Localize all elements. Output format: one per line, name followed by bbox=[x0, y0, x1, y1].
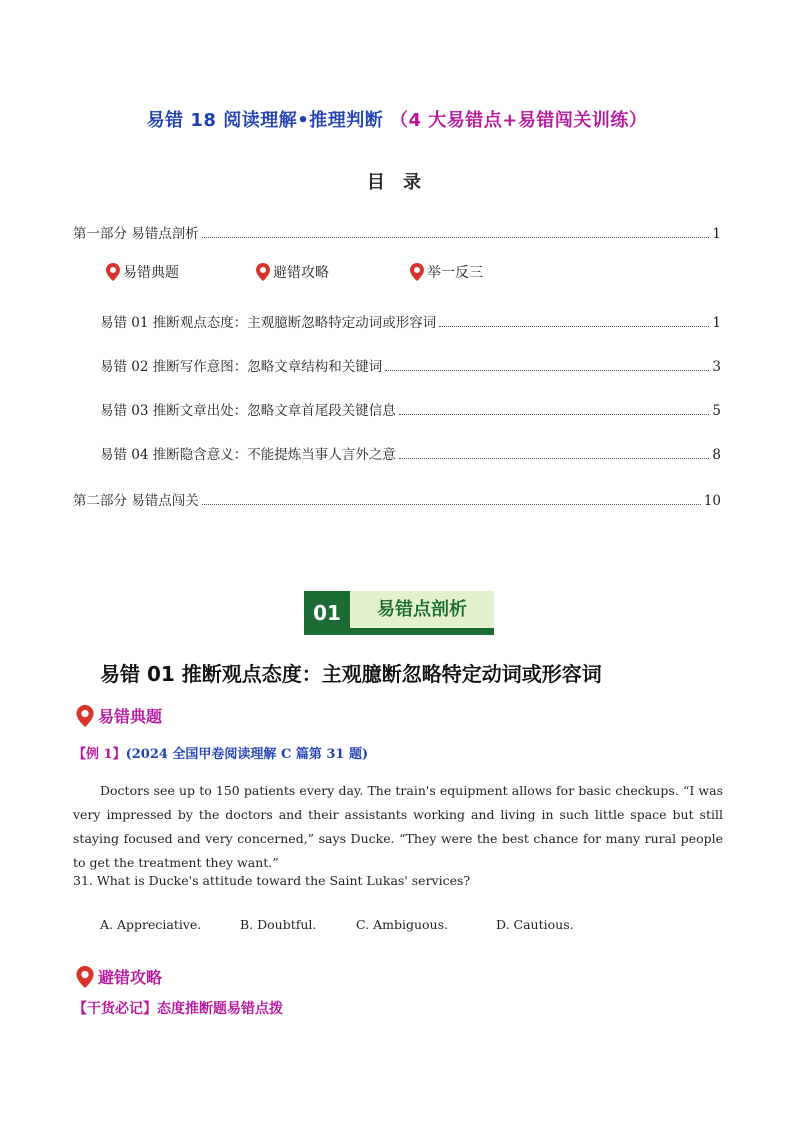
toc-entry-item-3[interactable] bbox=[100, 399, 721, 419]
toc-entry-item-2[interactable] bbox=[100, 355, 721, 375]
toc-pin-item[interactable] bbox=[106, 262, 179, 282]
title-sub: （4 大易错点+易错闯关训练） bbox=[390, 110, 648, 131]
toc-entry-label: 易错 03 推断文章出处：忽略文章首尾段关键信息 bbox=[100, 403, 396, 419]
toc-entry-part1[interactable] bbox=[73, 222, 721, 242]
section-title: 易错 01 推断观点态度：主观臆断忽略特定动词或形容词 bbox=[100, 662, 602, 686]
location-pin-icon bbox=[76, 705, 94, 727]
pin-label: 避错攻略 bbox=[273, 265, 329, 281]
toc-leader-dots bbox=[202, 503, 701, 505]
toc-pin-item[interactable] bbox=[256, 262, 329, 282]
banner-number: 01 bbox=[304, 591, 350, 635]
toc-page-number: 3 bbox=[712, 359, 721, 375]
toc-leader-dots bbox=[202, 236, 710, 238]
option-b[interactable]: B. Doubtful. bbox=[240, 917, 317, 932]
location-pin-icon bbox=[410, 263, 424, 281]
tip-line bbox=[73, 998, 283, 1018]
pin-label: 易错典题 bbox=[123, 265, 179, 281]
toc-page-number: 1 bbox=[712, 315, 721, 331]
tip-text: 态度推断题易错点拨 bbox=[157, 1001, 283, 1017]
toc-entry-label: 第一部分 易错点剖析 bbox=[73, 226, 199, 242]
option-c[interactable]: C. Ambiguous. bbox=[356, 917, 448, 932]
toc-entry-label: 易错 02 推断写作意图：忽略文章结构和关键词 bbox=[100, 359, 383, 375]
subhead-label: 避错攻略 bbox=[98, 968, 163, 987]
toc-entry-part2[interactable] bbox=[73, 489, 721, 509]
subhead-avoid-errors bbox=[76, 965, 162, 988]
toc-page-number: 10 bbox=[703, 493, 721, 509]
section-banner bbox=[304, 591, 494, 635]
reading-passage: Doctors see up to 150 patients every day. The train's equipment allows for basic checkups. “I was very impressed by the doctors and their assistants working and living in such little space but still staying focused and very concerned,” says Ducke. “They were the best chance for many rural people to get the treatment they want.” bbox=[73, 783, 723, 870]
toc-entry-label: 易错 04 推断隐含意义：不能提炼当事人言外之意 bbox=[100, 447, 396, 463]
example-bracket: 【例 1】 bbox=[73, 747, 126, 762]
pin-label: 举一反三 bbox=[427, 265, 483, 281]
toc-leader-dots bbox=[399, 413, 710, 415]
document-title bbox=[0, 106, 794, 132]
toc-entry-item-4[interactable] bbox=[100, 443, 721, 463]
location-pin-icon bbox=[76, 966, 94, 988]
toc-entry-label: 第二部分 易错点闯关 bbox=[73, 493, 199, 509]
toc-page-number: 5 bbox=[712, 403, 721, 419]
toc-page-number: 8 bbox=[712, 447, 721, 463]
banner-text: 易错点剖析 bbox=[350, 591, 494, 635]
toc-leader-dots bbox=[385, 369, 709, 371]
tip-bracket: 【干货必记】 bbox=[73, 1001, 157, 1017]
subhead-label: 易错典题 bbox=[98, 707, 163, 726]
toc-pin-item[interactable] bbox=[410, 262, 483, 282]
toc-heading: 目 录 bbox=[366, 172, 428, 193]
toc-leader-dots bbox=[439, 325, 709, 327]
title-main: 易错 18 阅读理解•推理判断 bbox=[146, 110, 384, 131]
location-pin-icon bbox=[256, 263, 270, 281]
toc-leader-dots bbox=[399, 457, 710, 459]
question-stem: 31. What is Ducke's attitude toward the Saint Lukas' services? bbox=[73, 873, 471, 888]
example-source: (2024 全国甲卷阅读理解 C 篇第 31 题) bbox=[125, 747, 369, 762]
toc-entry-item-1[interactable] bbox=[100, 311, 721, 331]
location-pin-icon bbox=[106, 263, 120, 281]
subhead-typical-question bbox=[76, 704, 162, 727]
example-label bbox=[73, 743, 368, 762]
option-d[interactable]: D. Cautious. bbox=[496, 917, 574, 932]
option-a[interactable]: A. Appreciative. bbox=[100, 917, 202, 932]
toc-page-number: 1 bbox=[712, 226, 721, 242]
toc-entry-label: 易错 01 推断观点态度：主观臆断忽略特定动词或形容词 bbox=[100, 315, 437, 331]
